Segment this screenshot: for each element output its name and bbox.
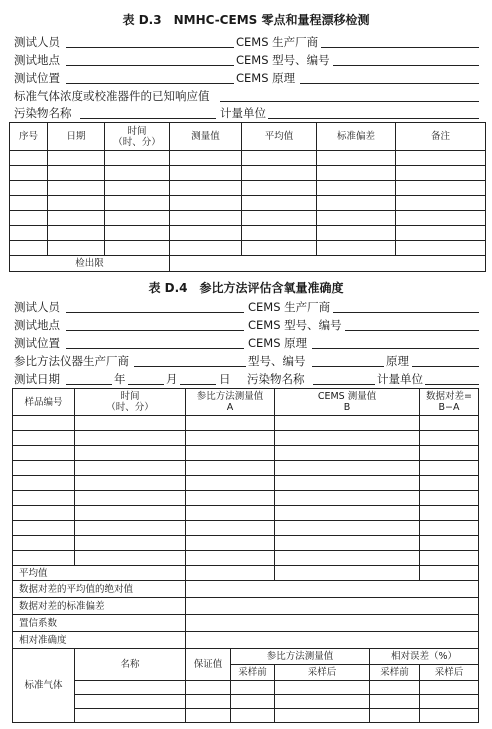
model-label: CEMS 型号、编号: [236, 53, 330, 67]
tester-field[interactable]: [66, 300, 244, 313]
std-gas-name-header: 名称: [75, 649, 186, 681]
std-gas-ref-header: 参比方法测量值: [231, 649, 370, 665]
manufacturer-label: CEMS 生产厂商: [248, 300, 331, 314]
manufacturer-field[interactable]: [333, 300, 479, 313]
year-field[interactable]: [66, 372, 112, 385]
std-gas-label: 标准气体: [13, 649, 75, 723]
summary-row: [13, 598, 479, 615]
position-field[interactable]: [66, 71, 234, 84]
table-row[interactable]: [13, 416, 479, 431]
col-average: 平均值: [242, 123, 317, 151]
unit-label: 计量单位: [220, 106, 266, 120]
col-measure: 测量值: [170, 123, 242, 151]
col-cems-value: CEMS 测量值 B: [275, 389, 420, 416]
std-gas-row[interactable]: [13, 709, 479, 723]
err-after-header: 采样后: [420, 665, 479, 681]
err-before-header: 采样前: [370, 665, 420, 681]
table-row[interactable]: [13, 461, 479, 476]
principle-label: CEMS 原理: [248, 336, 308, 350]
month-label: 月: [166, 372, 178, 386]
pollutant-field[interactable]: [313, 372, 375, 385]
day-field[interactable]: [180, 372, 216, 385]
average-diff[interactable]: [420, 566, 479, 581]
ref-model-field[interactable]: [312, 354, 384, 367]
table-row[interactable]: [13, 476, 479, 491]
table-row[interactable]: [13, 431, 479, 446]
col-seq: 序号: [10, 123, 48, 151]
table-row[interactable]: [10, 196, 486, 211]
principle-field[interactable]: [312, 336, 479, 349]
table-row[interactable]: [13, 536, 479, 551]
confidence-label: 置信系数: [13, 615, 186, 632]
site-field[interactable]: [66, 318, 244, 331]
position-field[interactable]: [66, 336, 244, 349]
col-stddev: 标准偏差: [317, 123, 396, 151]
table-d3-title: 表 D.3 NMHC-CEMS 零点和量程漂移检测: [122, 13, 370, 27]
manufacturer-field[interactable]: [321, 35, 479, 48]
diff-stddev-label: 数据对差的标准偏差: [13, 598, 186, 615]
std-gas-row[interactable]: [13, 695, 479, 709]
ref-model-label: 型号、编号: [248, 354, 306, 368]
table-row[interactable]: [13, 521, 479, 536]
table-row[interactable]: [10, 241, 486, 256]
unit-field[interactable]: [268, 106, 479, 119]
year-label: 年: [114, 372, 126, 386]
ref-before-header: 采样前: [231, 665, 275, 681]
ref-maker-label: 参比方法仪器生产厂商: [14, 354, 129, 368]
site-field[interactable]: [66, 53, 234, 66]
unit-field[interactable]: [425, 372, 479, 385]
std-gas-label: 标准气体浓度或校准器件的已知响应值: [14, 89, 210, 103]
diff-mean-abs-value[interactable]: [186, 581, 479, 598]
principle-label: CEMS 原理: [236, 71, 296, 85]
average-cems[interactable]: [275, 566, 420, 581]
table-d4: [12, 388, 479, 723]
std-gas-row[interactable]: [13, 681, 479, 695]
summary-row: [13, 632, 479, 649]
ref-principle-field[interactable]: [412, 354, 479, 367]
average-row: [13, 566, 479, 581]
month-field[interactable]: [128, 372, 164, 385]
std-gas-field[interactable]: [220, 89, 479, 102]
date-label: 测试日期: [14, 372, 60, 386]
position-label: 测试位置: [14, 336, 60, 350]
pollutant-label: 污染物名称: [14, 106, 72, 120]
site-label: 测试地点: [14, 318, 60, 332]
col-ref-value: 参比方法测量值 A: [186, 389, 275, 416]
table-row[interactable]: [13, 446, 479, 461]
diff-mean-abs-label: 数据对差的平均值的绝对值: [13, 581, 186, 598]
table-row[interactable]: [10, 151, 486, 166]
tester-field[interactable]: [66, 35, 234, 48]
day-label: 日: [219, 372, 231, 386]
col-time: 时间 （时、分）: [75, 389, 186, 416]
detect-limit-row: [10, 256, 486, 272]
ref-after-header: 采样后: [275, 665, 370, 681]
detect-limit-value[interactable]: [170, 256, 486, 272]
table-d4-title: 表 D.4 参比方法评估含氧量准确度: [148, 281, 344, 295]
detect-limit-label: 检出限: [10, 256, 170, 272]
ref-principle-label: 原理: [386, 354, 409, 368]
summary-row: [13, 615, 479, 632]
table-d3-header-row: [10, 123, 486, 151]
pollutant-field[interactable]: [80, 106, 216, 119]
table-row[interactable]: [10, 226, 486, 241]
principle-field[interactable]: [300, 71, 479, 84]
pollutant-label: 污染物名称: [247, 372, 305, 386]
table-row[interactable]: [10, 166, 486, 181]
table-d3: [9, 122, 486, 272]
summary-row: [13, 581, 479, 598]
ref-maker-field[interactable]: [134, 354, 246, 367]
tester-label: 测试人员: [14, 300, 60, 314]
model-field[interactable]: [333, 53, 479, 66]
table-row[interactable]: [10, 181, 486, 196]
std-gas-error-header: 相对误差（%）: [370, 649, 479, 665]
table-row[interactable]: [13, 491, 479, 506]
rel-accuracy-label: 相对准确度: [13, 632, 186, 649]
site-label: 测试地点: [14, 53, 60, 67]
col-remark: 备注: [396, 123, 486, 151]
average-ref[interactable]: [186, 566, 275, 581]
confidence-value[interactable]: [186, 615, 479, 632]
table-row[interactable]: [13, 506, 479, 521]
col-date: 日期: [48, 123, 105, 151]
table-row[interactable]: [10, 211, 486, 226]
col-time: 时间 （时、分）: [105, 123, 170, 151]
std-gas-guarantee-header: 保证值: [186, 649, 231, 681]
model-label: CEMS 型号、编号: [248, 318, 342, 332]
col-sample-no: 样品编号: [13, 389, 75, 416]
col-diff: 数据对差= B−A: [420, 389, 479, 416]
model-field[interactable]: [345, 318, 479, 331]
diff-stddev-value[interactable]: [186, 598, 479, 615]
table-row[interactable]: [13, 551, 479, 566]
rel-accuracy-value[interactable]: [186, 632, 479, 649]
unit-label: 计量单位: [377, 372, 423, 386]
manufacturer-label: CEMS 生产厂商: [236, 35, 319, 49]
average-label: 平均值: [13, 566, 186, 581]
tester-label: 测试人员: [14, 35, 60, 49]
table-d4-header-row: [13, 389, 479, 416]
position-label: 测试位置: [14, 71, 60, 85]
std-gas-header-row: [13, 649, 479, 665]
